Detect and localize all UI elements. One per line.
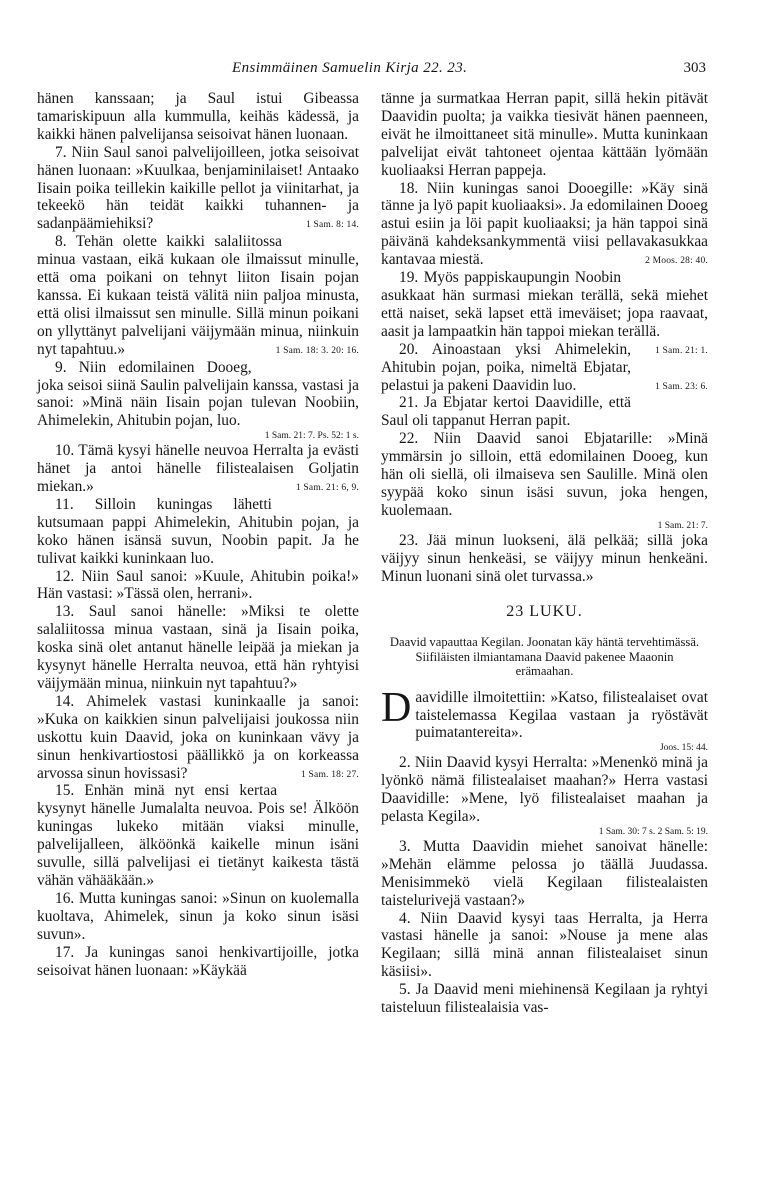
cross-reference: 1 Sam. 18: 3. 20: 16.: [275, 345, 359, 356]
verse-18: [381, 180, 708, 270]
verse-text: 18. Niin kuningas sanoi Dooegille: »Käy sinä tänne ja lyö papit kuoliaaksi». Ja edomilainen Dooeg astui esiin ja löi papit kuoliaaksi; ja hän tappoi sinä päivänä kahdeksankymmentä viisi pellavakasukkaa kantavaa miestä.: [381, 179, 708, 269]
verse-2: 2. Niin Daavid kysyi Herralta: »Menenkö minä ja lyönkö nämä filistealaiset maahan?» Herra vastasi Daavidille: »Mene, lyö filistealaiset maahan ja pelasta Kegila».: [381, 754, 708, 826]
verse-1: [381, 684, 708, 743]
verse-continuation: tänne ja surmatkaa Herran papit, sillä hekin pitävät Daavidin puolta; ja vaikka tiesivät hänen paenneen, eivät he ilmoittaneet sitä minulle». Mutta kuninkaan palvelijat eivät tahtoneet ojentaa kättään lyömään kuoliaaksi Herran pappeja.: [381, 90, 708, 179]
right-column: [381, 90, 708, 1017]
chapter-title: 23 LUKU.: [506, 603, 583, 621]
verse-4: 4. Niin Daavid kysyi taas Herralta, ja Herra vastasi hänelle ja sanoi: »Nouse ja mene alas Kegilaan; sillä minä annan filistealaiset sinun käsiisi».: [381, 909, 708, 981]
verse-text: 8. Tehän olette kaikki salaliitossa minua vastaan, eikä kukaan ole ilmaissut minulle, että oma poikani on tehnyt liiton Iisain pojan kanssa. Ei kukaan teistä välitä niin paljoa minusta, että olisi ilmaissut sen minulle. Sillä minun poikani on yllyttänyt palvelijani väijymään minua, niinkuin nyt tapahtuu.»: [37, 233, 359, 358]
cross-reference: 1 Sam. 21: 6, 9.: [295, 483, 359, 494]
page-header: [0, 60, 784, 80]
verse-8: [37, 233, 359, 358]
verse-text: 7. Niin Saul sanoi palvelijoilleen, jotka seisoivat hänen luonaan: »Kuulkaa, benjaminilaiset! Antaako Iisain poika teillekin kaikille pellot ja viinitarhat, ja tekeekö hän teidät kaikki tuhannen- ja sadanpäämiehiksi?: [37, 143, 359, 233]
verse-12: 12. Niin Saul sanoi: »Kuule, Ahitubin poika!» Hän vastasi: »Tässä olen, herrani».: [37, 567, 359, 603]
verse-5: 5. Ja Daavid meni miehinensä Kegilaan ja ryhtyi taisteluun filistealaisia vas-: [381, 981, 708, 1017]
cross-reference: 1 Sam. 30: 7 s. 2 Sam. 5: 19.: [598, 826, 708, 837]
chapter-summary: Daavid vapauttaa Kegilan. Joonatan käy häntä tervehtimässä. Siifiläisten ilmiantamana Daavid pakenee Maaonin erämaahan.: [389, 635, 700, 679]
verse-text: 10. Tämä kysyi hänelle neuvoa Herralta ja evästi hänet ja antoi hänelle filistealaisen Goljatin miekan.»: [37, 442, 359, 496]
cross-reference: 1 Sam. 21: 7. Ps. 52: 1 s.: [264, 431, 359, 442]
verse-11: 11. Silloin kuningas lähetti kutsumaan pappi Ahimelekin, Ahitubin pojan, ja koko hänen isänsä suvun, Noobin papit. Ja he tulivat kaikki kuninkaan luo.: [37, 495, 359, 567]
verse-3: 3. Mutta Daavidin miehet sanoivat hänelle: »Mehän elämme pelossa jo täällä Juudassa. Menisimmekö vielä Kegilaan filistealaisten taistelurivejä vastaan?»: [381, 837, 708, 909]
verse-21: 21. Ja Ebjatar kertoi Daavidille, että Saul oli tappanut Herran papit.: [381, 394, 631, 430]
verse-17: 17. Ja kuningas sanoi henkivartijoille, jotka seisoivat hänen luonaan: »Käykää: [37, 943, 359, 979]
verse-7: [37, 144, 359, 234]
verse-text: 19. Myös pappiskaupungin Noobin asukkaat hän surmasi miekan terällä, sekä miehet että naiset, sekä lapset että imeväiset; jopa raavaat, aasit ja lampaatkin hän tappoi miekan terällä.: [381, 269, 708, 340]
verse-text: 14. Ahimelek vastasi kuninkaalle ja sanoi: »Kuka on kaikkien sinun palvelijaisi joukossa niin uskottu kuin Daavid, joka on kuninkaan vävy ja sinun henkivartiostosi päällikkö ja on korkeassa arvossa sinun hovissasi?: [37, 692, 359, 782]
verse-text: 20. Ainoastaan yksi Ahimelekin, Ahitubin pojan, poika, nimeltä Ebjatar, pelastui ja pakeni Daavidin luo.: [381, 340, 631, 394]
cross-reference: 1 Sam. 21: 1.: [654, 345, 708, 356]
verse-9: 9. Niin edomilainen Dooeg, joka seisoi siinä Saulin palvelijain kanssa, vastasi ja sanoi: »Minä näin Iisain pojan tulevan Noobiin, Ahimelekin, Ahitubin pojan, luo.: [37, 358, 359, 430]
cross-reference: 1 Sam. 21: 7.: [657, 520, 708, 531]
cross-reference: 1 Sam. 23: 6.: [654, 381, 708, 392]
verse-10: [37, 442, 359, 496]
verse-13: 13. Saul sanoi hänelle: »Miksi te olette salaliitossa minua vastaan, sinä ja Iisain poika, koska sinä olet antanut hänelle leipää ja miekan ja kysynyt hänelle Herralta neuvoa, että hän ryhtyisi väijymään minua, niinkuin nyt tapahtuu?»: [37, 603, 359, 692]
running-title: Ensimmäinen Samuelin Kirja 22. 23.: [232, 60, 468, 76]
verse-text: aavidille ilmoitettiin: »Katso, filistealaiset ovat taistelemassa Kegilaa vastaan ja ryöstävät puimatantereita».: [415, 688, 708, 742]
verse-16: 16. Mutta kuningas sanoi: »Sinun on kuolemalla kuoltava, Ahimelek, sinun ja koko sinun isäsi suvun».: [37, 889, 359, 943]
verse-22: 22. Niin Daavid sanoi Ebjatarille: »Minä ymmärsin jo silloin, että edomilainen Dooeg, kun hän oli siellä, oli ilmaiseva sen Saulille. Minä olen syypää koko sinun isäsi suvun, joka hengen, kuolemaan.: [381, 430, 708, 519]
verse-19: [381, 269, 708, 356]
verse-23: 23. Jää minun luokseni, älä pelkää; sillä joka väijyy sinun henkeäsi, se väijyy minun henkeäni. Minun luonani sinä olet turvassa.»: [381, 531, 708, 585]
cross-reference: 2 Moos. 28: 40.: [645, 256, 708, 267]
verse-continuation: hänen kanssaan; ja Saul istui Gibeassa tamariskipuun alla kummulla, keihäs kädessä, ja kaikki hänen palvelijansa seisoivat hänen luonaan.: [37, 90, 359, 143]
verse-14: [37, 693, 359, 783]
cross-reference: 1 Sam. 18: 27.: [301, 769, 359, 780]
verse-15: 15. Enhän minä nyt ensi kertaa kysynyt hänelle Jumalalta neuvoa. Pois se! Älköön kuningas lukeko mitään viaksi minulle, palvelijalleen, älköönkä kaikelle minun isäni suvulle, sillä palvelijasi ei tietänyt kaikesta tästä vähän vähääkään.»: [37, 782, 359, 889]
cross-reference: Joos. 15: 44.: [659, 743, 708, 754]
left-column: [37, 90, 359, 979]
cross-reference: 1 Sam. 8: 14.: [305, 220, 359, 231]
drop-cap: D: [381, 684, 412, 731]
page-number: 303: [683, 60, 706, 76]
